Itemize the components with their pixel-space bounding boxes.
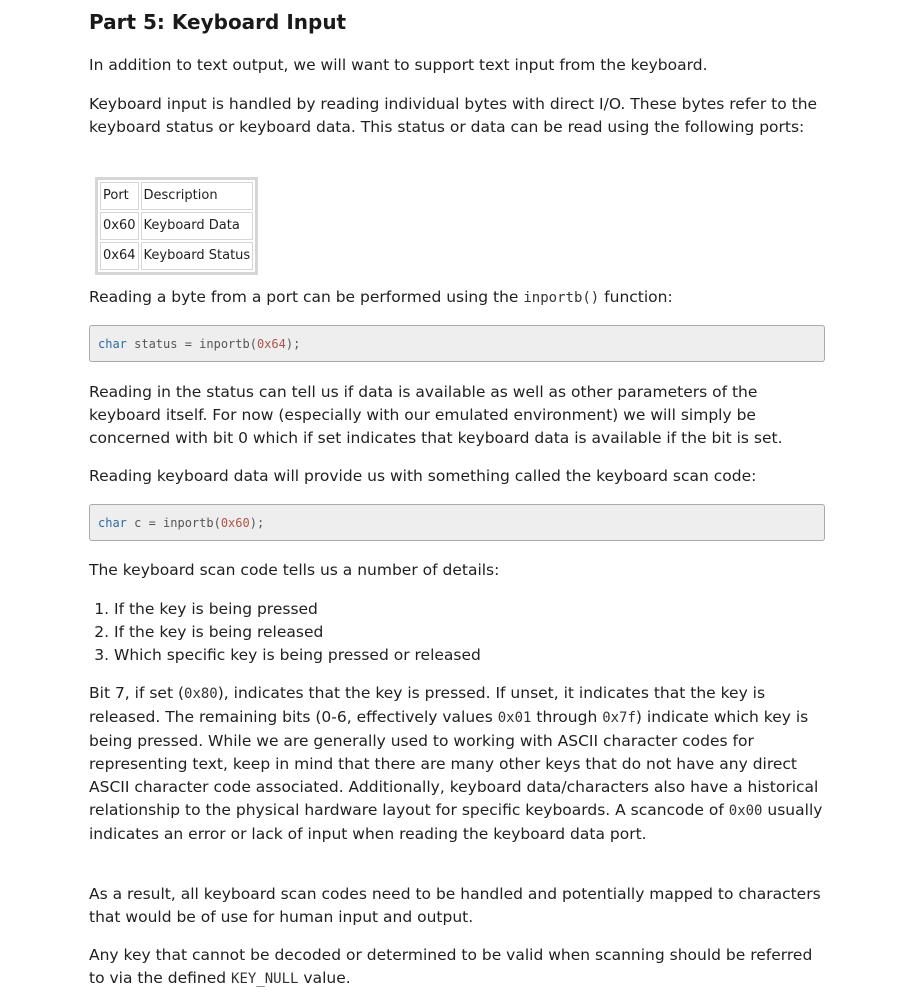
io-paragraph: Keyboard input is handled by reading individual bytes with direct I/O. These bytes refer to the keyboard status or keyboard data. This status or data can be read using the following ports: [89,95,818,136]
details-paragraph: The keyboard scan code tells us a number of details: [89,561,500,579]
bit-paragraph: Bit 7, if set (0x80), indicates that the key is pressed. If unset, it indicates that the key is released. The remaining bits (0-6, effectively values 0x01 through 0x7f) indicate which key is being pressed. While we are generally used to working with ASCII character codes for representing text, keep in mind that there are many other keys that do not have any direct ASCII character code associated. Additionally, keyboard data/characters also have a historical relationship to the physical hardware layout for specific keyboards. A scancode of 0x00 usually indicates an error or lack of input when reading the keyboard data port. [89,684,823,843]
intro-paragraph: In addition to text output, we will want to support text input from the keyboard. [89,56,708,74]
inline-code: inportb() [523,290,600,306]
inportb-paragraph: Reading a byte from a port can be performed using the inportb() function: [89,288,673,306]
table-row [100,212,253,240]
section-heading: Part 5: Keyboard Input [89,10,347,34]
code-number: 0x60 [220,516,250,530]
status-paragraph: Reading in the status can tell us if data is available as well as other parameters of the keyboard itself. For now (especially with our emulated environment) we will simply be concerned with bit 0 which if set indicates that keyboard data is available if the bit is set. [89,383,783,447]
mapping-paragraph: As a result, all keyboard scan codes need to be handled and potentially mapped to characters that would be of use for human input and output. [89,885,821,926]
inline-code: KEY_NULL [231,971,299,987]
key-null-paragraph: Any key that cannot be decoded or determined to be valid when scanning should be referred to via the defined KEY_NULL value. [89,946,813,987]
ports-table [95,177,258,275]
list-item: 1. If the key is being pressed [114,598,814,621]
code-keyword: char [98,516,127,530]
code-block-status: char status = inportb(0x64); [89,325,825,362]
list-item: 2. If the key is being released [114,621,814,644]
code-number: 0x64 [256,337,286,351]
details-list [89,598,814,667]
inline-code: 0x00 [728,803,763,819]
table-header-port: Port [100,182,139,210]
table-cell-description: Keyboard Data [141,212,254,240]
scan-code-intro-paragraph: Reading keyboard data will provide us with something called the keyboard scan code: [89,467,757,485]
table-row [100,242,253,270]
code-block-data: char c = inportb(0x60); [89,504,825,541]
table-cell-description: Keyboard Status [141,242,254,270]
code-keyword: char [98,337,127,351]
inline-code: 0x80 [184,686,218,702]
table-header-row [100,182,253,210]
list-item: 3. Which specific key is being pressed or released [114,644,814,667]
table-cell-port: 0x60 [100,212,139,240]
table-cell-port: 0x64 [100,242,139,270]
inline-code: 0x01 [497,710,532,726]
inline-code: 0x7f [602,710,636,726]
table-header-description: Description [141,182,254,210]
